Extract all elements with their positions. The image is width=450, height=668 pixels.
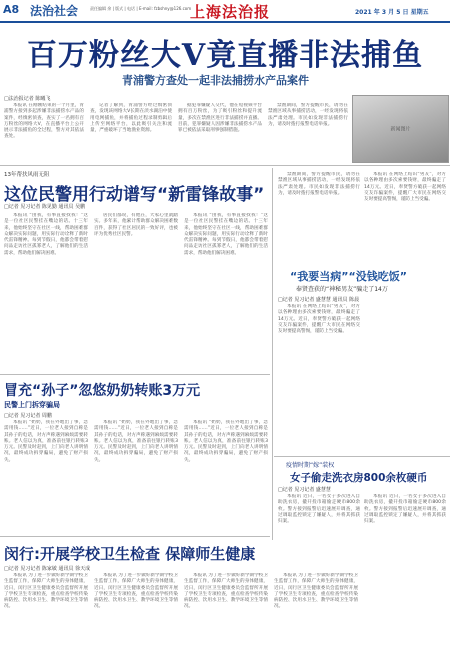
story6-body-col1: 本报讯 近日，一名女子多次进入自助洗衣房，撬开投币箱偷走硬币800余枚。警方接到报警后迅速展开调查，通过调取监控锁定了嫌疑人，并将其抓获归案。 [278, 494, 360, 525]
story5-headline: “我要当病”“没钱吃饭” [290, 270, 407, 283]
story6-headline: 女子偷走洗衣房800余枚硬币 [290, 472, 428, 484]
right-column-rule [272, 168, 273, 540]
story4-body-col3: 本报讯 为了进一步做好新学期学校卫生监督工作，保障广大师生的身体健康，近日，闵行区卫生健康委员会监督所开展了学校卫生专项检查，重点检查学校传染病防控、饮用水卫生、教学环境卫生等情况。 [184, 573, 268, 610]
story2-kicker: 13年帮扶风雨无阻 [4, 172, 50, 178]
lead-byline: □法治报记者 陈曦飞 [4, 96, 51, 102]
story3-body-col2: 本报讯 “奶奶，我在外地出了事，急需用钱……”近日，一位老人接到自称是其孙子的电话，对方声称遇到麻烦需要转账。老人信以为真，准备前往银行转账3万元。民警及时赶到，上门向老人讲明情况，最终成功拆穿骗局，避免了财产损失。 [94, 420, 178, 463]
story4-body-col2: 本报讯 为了进一步做好新学期学校卫生监督工作，保障广大师生的身体健康，近日，闵行区卫生健康委员会监督所开展了学校卫生专项检查，重点检查学校传染病防控、饮用水卫生、教学环境卫生等情况。 [94, 573, 178, 610]
lead-divider [0, 165, 450, 166]
lead-headline: 百万粉丝大V竟直播非法捕鱼 [26, 38, 424, 73]
newspaper-logo: 上海法治报 [190, 3, 271, 21]
lead-body-col4: 禁渔期间，警方提醒市民，请勿在禁渔区域从事捕捞活动，一经发现将依法严肃处理。市民如发现非法捕捞行为，请及时拨打报警电话举报。 [268, 103, 348, 127]
story5-body-col1: 本报讯 在网络上结识“男友”，对方以各种理由多次索要钱财，最终骗走了14万元。近日，奉贤警方破获一起网络交友诈骗案件，提醒广大市民在网络交友时要提高警惕，谨防上当受骗。 [278, 304, 360, 335]
lead-body-col2: 记者了解到，青浦警方经过缜密侦查，发现该网络大V长期在淡水湖泊中使用电网捕鱼，并将捕鱼过程录制剪辑后上传至网络平台，以此吸引关注和流量，严重破坏了当地渔业资源。 [90, 103, 172, 134]
editor-line: 责任编辑 余 | 版式 | 电话 | E-mail: fzbshny@126.com [90, 6, 192, 11]
story6-body-col2: 本报讯 近日，一名女子多次进入自助洗衣房，撬开投币箱偷走硬币800余枚。警方接到报警后迅速展开调查，通过调取监控锁定了嫌疑人，并将其抓获归案。 [364, 494, 446, 525]
story3-divider [0, 536, 270, 537]
lead-subheadline: 青浦警方查处一起非法捕捞水产品案件 [122, 74, 309, 87]
story3-body-col1: 本报讯 “奶奶，我在外地出了事，急需用钱……”近日，一位老人接到自称是其孙子的电话，对方声称遇到麻烦需要转账。老人信以为真，准备前往银行转账3万元。民警及时赶到，上门向老人讲明情况，最终成功拆穿骗局，避免了财产损失。 [4, 420, 88, 463]
story2-byline: □记者 见习记者 陈见勤 通讯员 吴鹏 [4, 204, 86, 210]
story4-byline: □记者 见习记者 陈家敏 通讯员 徐天成 [4, 566, 91, 572]
story3-kicker: 民警上门拆穿骗局 [4, 401, 60, 409]
lead-body-col1: 本报讯 在刚刚结束的一个月里，青浦警方接到多起涉嫌非法捕捞水产品的案件，经缜密侦查，查实了一名拥有百万粉丝的网络大V，在直播平台上公开展示非法捕鱼的全过程，警方对其依法查处。 [4, 103, 84, 140]
story4-body-col4: 本报讯 为了进一步做好新学期学校卫生监督工作，保障广大师生的身体健康，近日，闵行区卫生健康委员会监督所开展了学校卫生专项检查，重点检查学校传染病防控、饮用水卫生、教学环境卫生等情况。 [274, 573, 358, 610]
story2-headline: 这位民警用行动谱写“新雷锋故事” [4, 185, 265, 205]
story3-body-col3: 本报讯 “奶奶，我在外地出了事，急需用钱……”近日，一位老人接到自称是其孙子的电话，对方声称遇到麻烦需要转账。老人信以为真，准备前往银行转账3万元。民警及时赶到，上门向老人讲明情况，最终成功拆穿骗局，避免了财产损失。 [184, 420, 268, 463]
story6-kicker: 疫情时期“嫁”装权 [286, 462, 335, 469]
lead-photo: 新闻图片 [352, 95, 449, 163]
section-title: 法治社会 [30, 4, 79, 18]
lead-body-col3: 据犯罪嫌疑人交代，他在短视频平台拥有百万粉丝，为了吸引粉丝和提升流量，多次在禁渔区进行非法捕捞并直播。目前，犯罪嫌疑人因涉嫌非法捕捞水产品罪已被依法采取刑事强制措施。 [178, 103, 262, 134]
story6-divider [274, 456, 450, 457]
masthead [0, 0, 450, 22]
story2-body-col1: 本报讯 “由我，有事直接找我！”这是一位社区民警挂在嘴边的话。十三年来，他始终坚守在社区一线，帮助困难群众解决实际问题，用实际行动诠释了新时代雷锋精神。每到节假日，他都会带着慰问品走访社区孤寡老人，了解他们的生活需求，帮助他们解决困难。 [4, 213, 88, 256]
story2-body-col2: 居民们都说，有他在，大家心里就踏实。多年来，他累计帮助群众解决困难数百件，获得了社区居民的一致好评，也被评为优秀社区民警。 [94, 213, 178, 237]
page-number: A8 [3, 3, 20, 16]
lead-continued: 禁渔期间，警方提醒市民，请勿在禁渔区域从事捕捞活动，一经发现将依法严肃处理。市民如发现非法捕捞行为，请及时拨打报警电话举报。 [278, 172, 360, 196]
masthead-rule [0, 21, 450, 23]
story5-body-col2: 本报讯 在网络上结识“男友”，对方以各种理由多次索要钱财，最终骗走了14万元。近日，奉贤警方破获一起网络交友诈骗案件，提醒广大市民在网络交友时要提高警惕，谨防上当受骗。 [364, 172, 446, 203]
story2-body-col3: 本报讯 “由我，有事直接找我！”这是一位社区民警挂在嘴边的话。十三年来，他始终坚守在社区一线，帮助困难群众解决实际问题，用实际行动诠释了新时代雷锋精神。每到节假日，他都会带着慰问品走访社区孤寡老人，了解他们的生活需求，帮助他们解决困难。 [184, 213, 268, 256]
story3-byline: □记者 见习记者 周鹏 [4, 413, 52, 419]
issue-date: 2021 年 3 月 5 日 星期五 [355, 9, 429, 16]
story5-byline: □记者 见习记者 盛慧慧 通讯员 陈晨 [278, 297, 360, 303]
story2-divider [0, 374, 270, 375]
story5-kicker: 奉贤查获的“神秘男友”骗走了14万 [296, 286, 388, 293]
story6-byline: □记者 见习记者 盛慧慧 [278, 487, 331, 493]
story4-headline: 闵行:开展学校卫生检查 保障师生健康 [4, 545, 256, 563]
story3-headline: 冒充“孙子”忽悠奶奶转账3万元 [4, 383, 201, 399]
story4-body-col1: 本报讯 为了进一步做好新学期学校卫生监督工作，保障广大师生的身体健康，近日，闵行区卫生健康委员会监督所开展了学校卫生专项检查，重点检查学校传染病防控、饮用水卫生、教学环境卫生等情况。 [4, 573, 88, 610]
